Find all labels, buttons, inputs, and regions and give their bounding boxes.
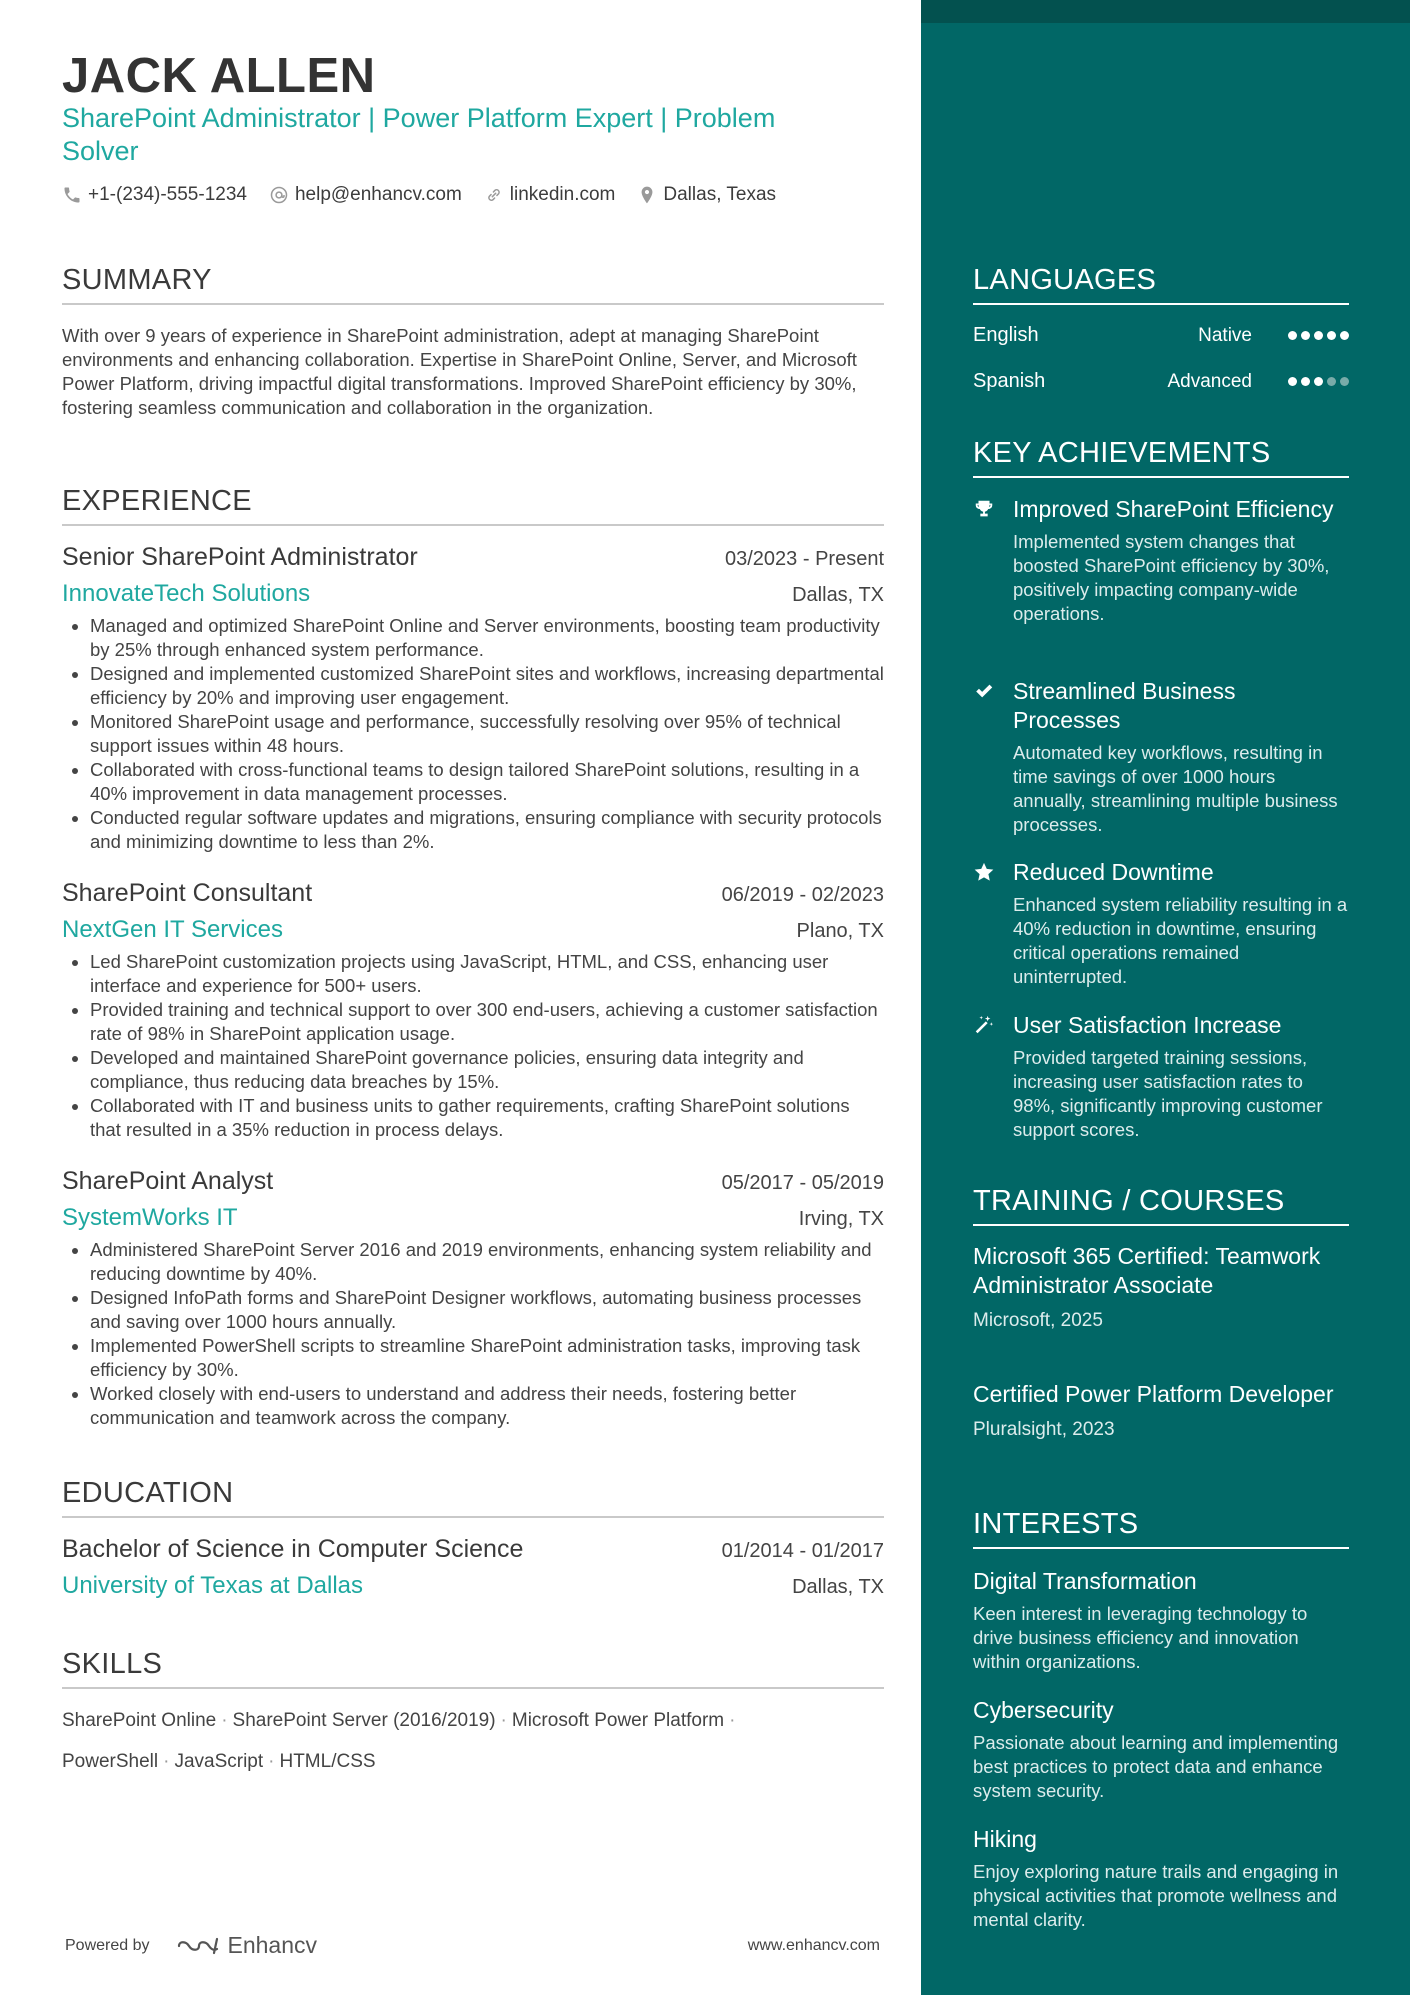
job-location: Irving, TX bbox=[798, 1208, 884, 1230]
training-heading: TRAINING / COURSES bbox=[973, 1184, 1349, 1226]
contact-phone[interactable] bbox=[62, 184, 247, 206]
job-bullet: • Implemented PowerShell scripts to streamline SharePoint administration tasks, improving task efficiency by 30%. bbox=[90, 1334, 884, 1382]
rating-dot bbox=[1288, 331, 1297, 340]
course-source: Pluralsight, 2023 bbox=[973, 1419, 1115, 1440]
interest-desc: Enjoy exploring nature trails and engaging in physical activities that promote wellness and mental clarity. bbox=[973, 1861, 1339, 1930]
achievement-item bbox=[973, 495, 1349, 626]
course-title: Certified Power Platform Developer bbox=[973, 1381, 1334, 1407]
footer-url[interactable]: www.enhancv.com bbox=[747, 1936, 880, 1954]
trophy-icon bbox=[973, 498, 995, 520]
course-item bbox=[973, 1242, 1349, 1332]
skills-heading: SKILLS bbox=[62, 1647, 884, 1689]
rating-dot bbox=[1340, 331, 1349, 340]
job-bullets bbox=[62, 1238, 884, 1430]
check-icon bbox=[973, 680, 995, 702]
achievement-desc: Implemented system changes that boosted SharePoint efficiency by 30%, positively impacting company-wide operations. bbox=[1013, 531, 1330, 624]
language-item bbox=[973, 370, 1349, 393]
brand-name: Enhancv bbox=[227, 1932, 318, 1958]
job-entry bbox=[62, 543, 884, 854]
language-name: Spanish bbox=[973, 370, 1046, 392]
job-dates: 05/2017 - 05/2019 bbox=[721, 1172, 884, 1194]
school: University of Texas at Dallas bbox=[62, 1572, 364, 1599]
job-bullet: • Designed InfoPath forms and SharePoint Designer workflows, automating business processes and saving over 1000 hours annually. bbox=[90, 1286, 884, 1334]
at-icon bbox=[269, 185, 289, 205]
job-entry bbox=[62, 879, 884, 1142]
skill-item: HTML/CSS bbox=[279, 1751, 376, 1772]
skill-separator: · bbox=[221, 1710, 228, 1731]
contact-linkedin[interactable] bbox=[484, 184, 616, 206]
language-rating bbox=[1284, 377, 1349, 386]
interest-title: Hiking bbox=[973, 1826, 1037, 1852]
achievement-desc: Provided targeted training sessions, increasing user satisfaction rates to 98%, significantly improving customer support scores. bbox=[1013, 1047, 1323, 1140]
sidebar bbox=[921, 0, 1410, 1995]
enhancv-logo[interactable] bbox=[176, 1932, 318, 1959]
skill-separator: · bbox=[500, 1710, 507, 1731]
achievement-desc: Enhanced system reliability resulting in a 40% reduction in downtime, ensuring critical operations remained uninterrupted. bbox=[1013, 894, 1348, 987]
achievement-item bbox=[973, 677, 1349, 837]
interest-desc: Keen interest in leveraging technology to drive business efficiency and innovation within organizations. bbox=[973, 1603, 1308, 1672]
rating-dot bbox=[1327, 331, 1336, 340]
skill-item: Microsoft Power Platform bbox=[511, 1710, 725, 1731]
interest-title: Cybersecurity bbox=[973, 1697, 1114, 1723]
skill-item: PowerShell bbox=[62, 1751, 159, 1772]
job-bullet: • Collaborated with cross-functional teams to design tailored SharePoint solutions, resulting in a 40% improvement in data management processes. bbox=[90, 758, 884, 806]
job-bullet: • Conducted regular software updates and migrations, ensuring compliance with security protocols and minimizing downtime to less than 2%. bbox=[90, 806, 884, 854]
skill-separator: · bbox=[729, 1710, 736, 1731]
achievement-title: Streamlined Business Processes bbox=[1013, 678, 1236, 733]
powered-by-label: Powered by bbox=[65, 1936, 150, 1954]
achievement-title: Reduced Downtime bbox=[1013, 859, 1214, 885]
achievement-title: User Satisfaction Increase bbox=[1013, 1012, 1282, 1038]
skill-item: SharePoint Server (2016/2019) bbox=[232, 1710, 496, 1731]
education-location: Dallas, TX bbox=[792, 1576, 884, 1598]
interest-item bbox=[973, 1825, 1349, 1932]
rating-dot bbox=[1288, 377, 1297, 386]
job-bullets bbox=[62, 950, 884, 1142]
skill-item: JavaScript bbox=[174, 1751, 264, 1772]
job-bullet: • Worked closely with end-users to understand and address their needs, fostering better communication and teamwork across the company. bbox=[90, 1382, 884, 1430]
rating-dot bbox=[1314, 331, 1323, 340]
skill-separator: · bbox=[268, 1751, 275, 1772]
contact-location bbox=[637, 184, 776, 206]
experience-heading: EXPERIENCE bbox=[62, 484, 884, 526]
language-rating bbox=[1284, 331, 1349, 340]
course-title: Microsoft 365 Certified: Teamwork Administrator Associate bbox=[973, 1243, 1321, 1298]
language-level: Advanced bbox=[1167, 370, 1252, 392]
job-bullet: • Monitored SharePoint usage and performance, successfully resolving over 95% of technical support issues within 48 hours. bbox=[90, 710, 884, 758]
rating-dot bbox=[1340, 377, 1349, 386]
location-pin-icon bbox=[637, 185, 657, 205]
language-name: English bbox=[973, 324, 1039, 346]
skill-separator: · bbox=[163, 1751, 170, 1772]
rating-dot bbox=[1301, 331, 1310, 340]
job-role: SharePoint Consultant bbox=[62, 879, 313, 907]
course-item bbox=[973, 1380, 1349, 1441]
job-bullet: • Managed and optimized SharePoint Online and Server environments, boosting team productivity by 25% through enhanced system performance. bbox=[90, 614, 884, 662]
rating-dot bbox=[1314, 377, 1323, 386]
contact-bar bbox=[62, 184, 798, 206]
education-heading: EDUCATION bbox=[62, 1476, 884, 1518]
phone-icon bbox=[62, 185, 82, 205]
rating-dot bbox=[1301, 377, 1310, 386]
job-role: SharePoint Analyst bbox=[62, 1167, 274, 1195]
job-company: SystemWorks IT bbox=[62, 1204, 238, 1231]
languages-heading: LANGUAGES bbox=[973, 263, 1349, 305]
interest-desc: Passionate about learning and implementing best practices to protect data and enhance system security. bbox=[973, 1732, 1339, 1801]
enhancv-logo-icon bbox=[176, 1934, 222, 1958]
contact-email[interactable] bbox=[269, 184, 462, 206]
job-company: InnovateTech Solutions bbox=[62, 580, 311, 607]
job-bullets bbox=[62, 614, 884, 854]
job-bullet: • Provided training and technical support to over 300 end-users, achieving a customer satisfaction rate of 98% in SharePoint application usage. bbox=[90, 998, 884, 1046]
job-bullet: • Designed and implemented customized SharePoint sites and workflows, increasing departmental efficiency by 20% and improving user engagement. bbox=[90, 662, 884, 710]
achievements-heading: KEY ACHIEVEMENTS bbox=[973, 436, 1349, 478]
job-bullet: • Administered SharePoint Server 2016 and 2019 environments, enhancing system reliability and reducing downtime by 40%. bbox=[90, 1238, 884, 1286]
job-dates: 06/2019 - 02/2023 bbox=[721, 884, 884, 906]
job-dates: 03/2023 - Present bbox=[725, 548, 884, 570]
interest-item bbox=[973, 1567, 1349, 1674]
achievement-item bbox=[973, 1011, 1349, 1142]
interest-title: Digital Transformation bbox=[973, 1568, 1197, 1594]
education-dates: 01/2014 - 01/2017 bbox=[721, 1540, 884, 1562]
summary-heading: SUMMARY bbox=[62, 263, 884, 305]
job-location: Plano, TX bbox=[796, 920, 884, 942]
skills-list bbox=[62, 1700, 884, 1782]
job-bullet: • Led SharePoint customization projects using JavaScript, HTML, and CSS, enhancing user interface and experience for 500+ users. bbox=[90, 950, 884, 998]
job-bullet: • Collaborated with IT and business units to gather requirements, crafting SharePoint solutions that resulted in a 35% reduction in process delays. bbox=[90, 1094, 884, 1142]
link-icon bbox=[484, 185, 504, 205]
email-text: help@enhancv.com bbox=[294, 184, 462, 205]
job-bullet: • Developed and maintained SharePoint governance policies, ensuring data integrity and compliance, thus reducing data breaches by 15%. bbox=[90, 1046, 884, 1094]
phone-text: +1-(234)-555-1234 bbox=[88, 184, 247, 205]
powered-by bbox=[65, 1932, 317, 1959]
language-level: Native bbox=[1198, 324, 1252, 346]
magic-wand-icon bbox=[973, 1014, 995, 1036]
achievement-item bbox=[973, 858, 1349, 989]
achievement-desc: Automated key workflows, resulting in time savings of over 1000 hours annually, streamlining multiple business processes. bbox=[1013, 742, 1338, 835]
degree: Bachelor of Science in Computer Science bbox=[62, 1535, 524, 1563]
language-item bbox=[973, 324, 1349, 347]
course-source: Microsoft, 2025 bbox=[973, 1310, 1103, 1331]
skill-item: SharePoint Online bbox=[62, 1710, 217, 1731]
rating-dot bbox=[1327, 377, 1336, 386]
job-role: Senior SharePoint Administrator bbox=[62, 543, 418, 571]
star-icon bbox=[973, 861, 995, 883]
job-location: Dallas, TX bbox=[792, 584, 884, 606]
footer bbox=[65, 1932, 880, 1959]
linkedin-text: linkedin.com bbox=[509, 184, 616, 205]
job-entry bbox=[62, 1167, 884, 1430]
summary-text: With over 9 years of experience in SharePoint administration, adept at managing SharePoint environments and enhancing collaboration. Expertise in SharePoint Online, Server, and Microsoft Power Platform, driving impactful digital transformations. Improved SharePoint efficiency by 30%, fostering seamless communication and collaboration in the organization. bbox=[62, 325, 857, 418]
education-entry bbox=[62, 1535, 884, 1600]
job-company: NextGen IT Services bbox=[62, 916, 283, 943]
candidate-name: JACK ALLEN bbox=[62, 49, 376, 103]
interests-heading: INTERESTS bbox=[973, 1507, 1349, 1549]
interest-item bbox=[973, 1696, 1349, 1803]
sidebar-top-band bbox=[921, 0, 1410, 23]
achievement-title: Improved SharePoint Efficiency bbox=[1013, 496, 1334, 522]
candidate-title: SharePoint Administrator | Power Platform Expert | Problem Solver bbox=[62, 103, 776, 166]
location-text: Dallas, Texas bbox=[663, 184, 777, 205]
